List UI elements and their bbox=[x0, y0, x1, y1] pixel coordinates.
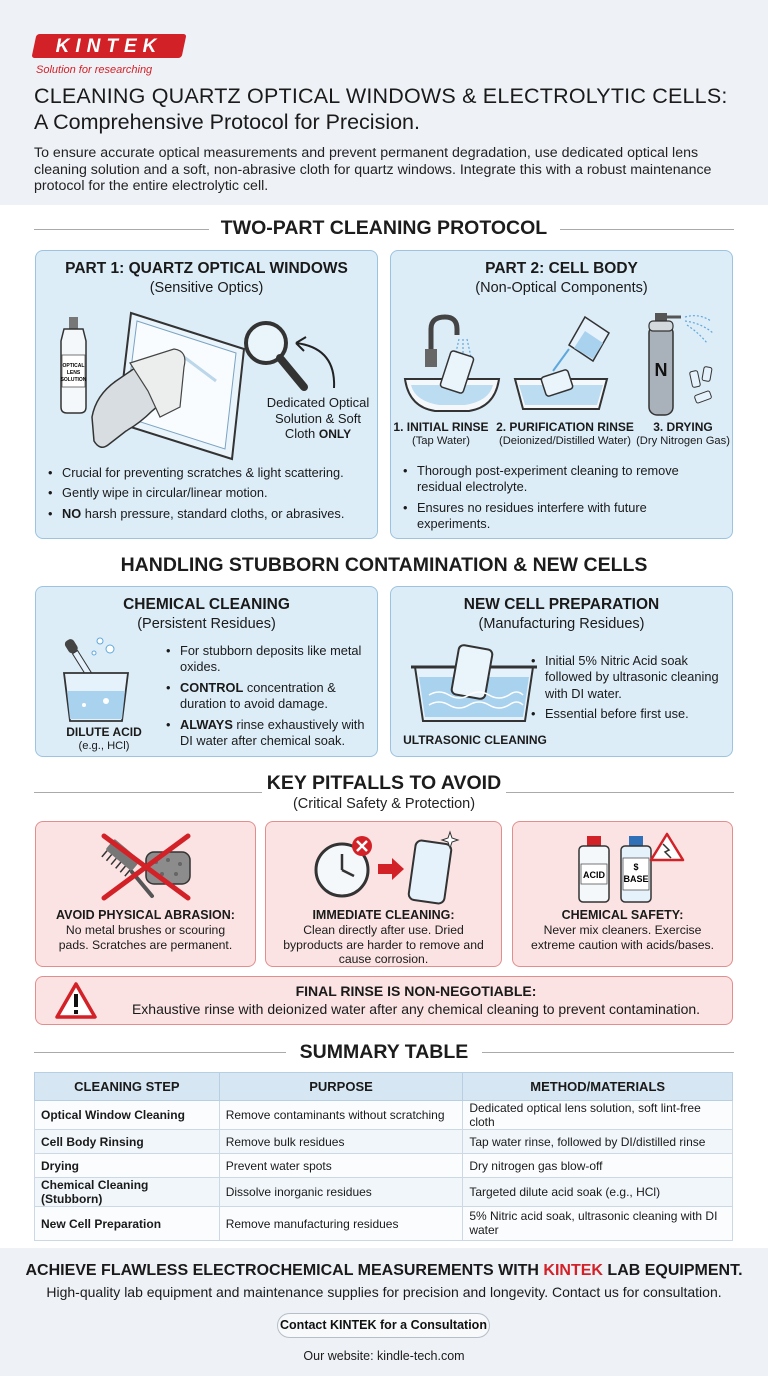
table-cell: Prevent water spots bbox=[219, 1154, 463, 1178]
pitfall-card-chemical bbox=[512, 821, 733, 967]
brush-sponge-icon bbox=[96, 832, 196, 902]
section-title-pitfalls: KEY PITFALLS TO AVOID bbox=[266, 772, 502, 794]
part2-subtitle: (Non-Optical Components) bbox=[475, 280, 648, 296]
website-link[interactable]: Our website: kindle-tech.com bbox=[303, 1349, 465, 1363]
chemical-subtitle: (Persistent Residues) bbox=[137, 616, 276, 632]
table-cell: Dissolve inorganic residues bbox=[219, 1178, 463, 1207]
table-header-cell: PURPOSE bbox=[219, 1073, 463, 1101]
ultrasonic-label: ULTRASONIC CLEANING bbox=[403, 733, 547, 747]
table-cell: Remove contaminants without scratching bbox=[219, 1101, 463, 1130]
svg-text:SOLUTION: SOLUTION bbox=[60, 377, 87, 383]
note-line2: Solution & Soft bbox=[275, 410, 361, 426]
table-cell: 5% Nitric acid soak, ultrasonic cleaning with DI water bbox=[463, 1207, 733, 1241]
intro-text: To ensure accurate optical measurements and prevent permanent degradation, use dedicated optical lens cleaning solution and a soft, non-abrasive cloth for quartz windows. Integrate this with a robust maintenance protocol for the entire electrolytic cell. bbox=[34, 145, 712, 195]
table-cell: New Cell Preparation bbox=[35, 1207, 220, 1241]
list-item bbox=[48, 506, 373, 522]
new-cell-title: NEW CELL PREPARATION bbox=[463, 596, 660, 613]
footer-text: High-quality lab equipment and maintenance supplies for precision and longevity. Contact us for consultation. bbox=[46, 1284, 722, 1300]
pitfalls-subtitle: (Critical Safety & Protection) bbox=[292, 796, 476, 812]
nitrogen-tank-icon bbox=[649, 313, 713, 415]
step1-caption bbox=[393, 420, 489, 449]
list-item: • Crucial for preventing scratches & light scattering. bbox=[48, 465, 373, 481]
bullet-rest: harsh pressure, standard cloths, or abrasives. bbox=[81, 505, 345, 521]
dilute-acid-caption bbox=[46, 725, 162, 754]
list-item: • Thorough post-experiment cleaning to remove residual electrolyte. bbox=[403, 463, 723, 496]
svg-text:LENS: LENS bbox=[66, 370, 81, 376]
note-line3 bbox=[254, 426, 382, 442]
list-item bbox=[166, 717, 376, 750]
table-row bbox=[35, 1101, 733, 1130]
acid-base-bottles-icon bbox=[575, 828, 685, 908]
table-row bbox=[35, 1130, 733, 1154]
contact-button[interactable]: Contact KINTEK for a Consultation bbox=[277, 1313, 490, 1338]
table-cell: Targeted dilute acid soak (e.g., HCl) bbox=[463, 1178, 733, 1207]
cell-body-steps-illustration bbox=[403, 311, 723, 423]
list-item: • Initial 5% Nitric Acid soak followed by ultrasonic cleaning with DI water. bbox=[531, 653, 731, 702]
note-line3-bold: ONLY bbox=[318, 427, 352, 442]
pitfall-title: AVOID PHYSICAL ABRASION: bbox=[56, 908, 235, 922]
list-item: • Ensures no residues interfere with future experiments. bbox=[403, 500, 723, 533]
new-cell-card bbox=[390, 586, 733, 757]
svg-text:OPTICAL: OPTICAL bbox=[62, 363, 85, 369]
base-label: BASE bbox=[623, 874, 649, 884]
pitfall-text: No metal brushes or scouring pads. Scratches are permanent. bbox=[58, 923, 233, 952]
arrow-icon bbox=[274, 333, 344, 393]
bullet-bold: NO bbox=[62, 505, 82, 521]
part1-note bbox=[254, 395, 382, 442]
note-line3-pre: Cloth bbox=[284, 426, 319, 442]
acid-beaker-icon bbox=[50, 631, 150, 723]
table-cell: Remove manufacturing residues bbox=[219, 1207, 463, 1241]
section-title-stubborn: HANDLING STUBBORN CONTAMINATION & NEW CELLS bbox=[120, 554, 648, 576]
table-header-cell: METHOD/MATERIALS bbox=[463, 1073, 733, 1101]
pitfall-text: Never mix cleaners. Exercise extreme caution with acids/bases. bbox=[531, 923, 714, 952]
list-item: • Gently wipe in circular/linear motion. bbox=[48, 485, 373, 501]
part2-card bbox=[390, 250, 733, 539]
part1-bullets bbox=[48, 465, 373, 526]
clock-arrow-window-icon bbox=[308, 826, 468, 908]
step3-sub: (Dry Nitrogen Gas) bbox=[636, 435, 730, 448]
table-row bbox=[35, 1207, 733, 1241]
kintek-logo[interactable] bbox=[34, 34, 184, 60]
pitfall-title: IMMEDIATE CLEANING: bbox=[312, 908, 455, 922]
step1-label: 1. INITIAL RINSE bbox=[393, 420, 489, 434]
pitfall-card-immediate bbox=[265, 821, 502, 967]
new-cell-subtitle: (Manufacturing Residues) bbox=[478, 616, 645, 632]
dilute-acid-sub: (e.g., HCl) bbox=[78, 740, 130, 753]
note-line1: Dedicated Optical bbox=[266, 395, 370, 410]
acid-label: ACID bbox=[583, 870, 605, 880]
part2-title: PART 2: CELL BODY bbox=[485, 260, 638, 277]
table-header-cell: CLEANING STEP bbox=[35, 1073, 220, 1101]
table-row bbox=[35, 1154, 733, 1178]
bullet-rest: rinse exhaustively with DI water after chemical soak. bbox=[180, 716, 365, 748]
part1-title: PART 1: QUARTZ OPTICAL WINDOWS bbox=[65, 260, 348, 277]
tagline: Solution for researching bbox=[36, 64, 153, 76]
footer-title bbox=[0, 1262, 768, 1280]
header bbox=[0, 0, 768, 205]
pouring-beaker-icon bbox=[515, 317, 609, 409]
bottle-cap-icon bbox=[69, 317, 78, 329]
part2-bullets bbox=[403, 463, 723, 537]
pitfall-text: Clean directly after use. Dried byproducts are harder to remove and cause corrosion. bbox=[283, 923, 484, 967]
chemical-title: CHEMICAL CLEANING bbox=[123, 596, 290, 613]
sink-icon bbox=[405, 317, 499, 411]
table-cell: Optical Window Cleaning bbox=[35, 1101, 220, 1130]
step2-sub: (Deionized/Distilled Water) bbox=[498, 435, 631, 448]
step3-caption bbox=[635, 420, 731, 449]
footer-title-post: LAB EQUIPMENT. bbox=[602, 1262, 743, 1279]
pitfall-title: CHEMICAL SAFETY: bbox=[561, 908, 684, 922]
table-row bbox=[35, 1178, 733, 1207]
new-cell-bullets bbox=[531, 653, 731, 727]
part1-subtitle: (Sensitive Optics) bbox=[149, 280, 264, 296]
section-title-summary: SUMMARY TABLE bbox=[299, 1041, 469, 1063]
final-rinse-title: FINAL RINSE IS NON-NEGOTIABLE: bbox=[295, 983, 537, 999]
logo-text: KINTEK bbox=[55, 36, 163, 57]
list-item bbox=[166, 680, 376, 713]
bullet-bold: ALWAYS bbox=[180, 716, 233, 732]
warning-icon bbox=[54, 981, 98, 1021]
step2-caption bbox=[493, 420, 637, 449]
table-header-row bbox=[35, 1073, 733, 1101]
chemical-bullets bbox=[166, 643, 376, 753]
final-rinse-text: Exhaustive rinse with deionized water after any chemical cleaning to prevent contamination. bbox=[131, 1001, 701, 1017]
ultrasonic-bath-icon bbox=[411, 637, 537, 727]
pitfall-card-abrasion bbox=[35, 821, 256, 967]
step1-sub: (Tap Water) bbox=[411, 435, 471, 448]
section-title-two-part: TWO-PART CLEANING PROTOCOL bbox=[220, 217, 548, 239]
part1-card bbox=[35, 250, 378, 539]
page-subtitle: A Comprehensive Protocol for Precision. bbox=[34, 110, 420, 134]
bullet-bold: CONTROL bbox=[180, 679, 244, 695]
footer bbox=[0, 1248, 768, 1376]
dilute-acid-label: DILUTE ACID bbox=[66, 725, 142, 739]
table-cell: Cell Body Rinsing bbox=[35, 1130, 220, 1154]
footer-title-pre: ACHIEVE FLAWLESS ELECTROCHEMICAL MEASUREMENTS WITH bbox=[25, 1262, 544, 1279]
summary-table bbox=[34, 1072, 733, 1241]
bullet-rest: concentration & duration to avoid damage. bbox=[180, 679, 336, 712]
chemical-cleaning-card bbox=[35, 586, 378, 757]
ultrasonic-caption bbox=[397, 733, 553, 748]
footer-title-brand: KINTEK bbox=[543, 1262, 603, 1279]
optical-cleaning-illustration bbox=[56, 311, 256, 461]
step2-label: 2. PURIFICATION RINSE bbox=[496, 420, 634, 434]
final-rinse-banner bbox=[35, 976, 733, 1025]
table-cell: Dry nitrogen gas blow-off bbox=[463, 1154, 733, 1178]
tank-letter: N bbox=[654, 360, 668, 380]
table-cell: Drying bbox=[35, 1154, 220, 1178]
table-cell: Chemical Cleaning (Stubborn) bbox=[35, 1178, 220, 1207]
step3-label: 3. DRYING bbox=[653, 420, 713, 434]
table-cell: Remove bulk residues bbox=[219, 1130, 463, 1154]
base-symbol: $ bbox=[633, 862, 639, 872]
table-cell: Dedicated optical lens solution, soft lint-free cloth bbox=[463, 1101, 733, 1130]
list-item: • For stubborn deposits like metal oxides. bbox=[166, 643, 376, 676]
list-item: • Essential before first use. bbox=[531, 706, 731, 722]
table-cell: Tap water rinse, followed by DI/distilled rinse bbox=[463, 1130, 733, 1154]
page-title: CLEANING QUARTZ OPTICAL WINDOWS & ELECTROLYTIC CELLS: bbox=[34, 84, 728, 108]
